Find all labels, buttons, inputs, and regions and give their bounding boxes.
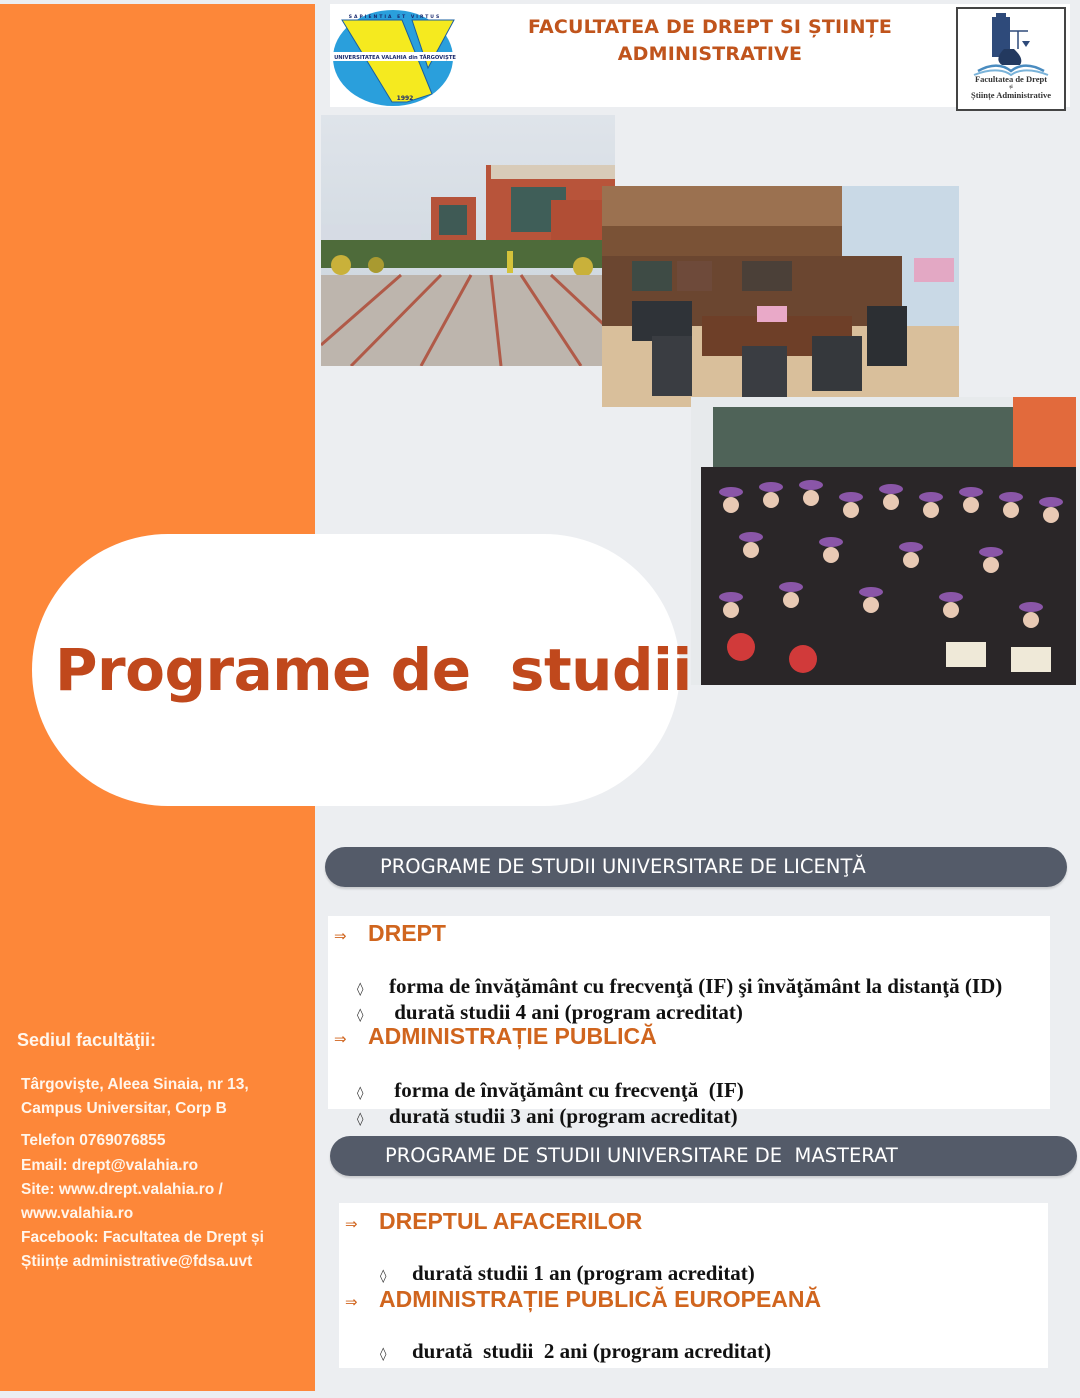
- program-title-administratie-publica: ⇒ ADMINISTRAȚIE PUBLICĂ: [334, 1022, 657, 1053]
- email-text: Email: drept@valahia.ro: [21, 1156, 199, 1174]
- arrow-right-icon: ⇒: [334, 1030, 347, 1048]
- program-title-drept: ⇒ DREPT: [334, 919, 446, 950]
- arrow-right-icon: ⇒: [334, 927, 347, 945]
- address-line: Târgovişte, Aleea Sinaia, nr 13,: [21, 1076, 249, 1093]
- section-heading-licenta: PROGRAME DE STUDII UNIVERSITARE DE LICENŢĂ: [325, 847, 1067, 887]
- diamond-bullet-icon: ◊: [357, 1112, 364, 1127]
- contact-info: [21, 1073, 264, 1275]
- diamond-bullet-icon: ◊: [357, 1008, 364, 1023]
- graduates-photo: [691, 397, 1076, 685]
- justice-statue-icon: [958, 9, 1064, 79]
- program-detail: ◊ durată studii 1 an (program acreditat): [359, 1234, 755, 1316]
- arrow-right-icon: ⇒: [345, 1215, 358, 1233]
- diamond-bullet-icon: ◊: [380, 1347, 387, 1362]
- program-detail: ◊ durată studii 2 ani (program acreditat): [359, 1312, 771, 1394]
- facebook-text: Facebook: Facultatea de Drept și: [21, 1229, 264, 1247]
- faculty-title: [490, 14, 930, 68]
- phone-text: Telefon 0769076855: [21, 1132, 166, 1150]
- program-detail: ◊ forma de învăţământ cu frecvenţă (IF) şi învăţământ la distanţă (ID): [336, 947, 1002, 1029]
- campus-building-photo: [321, 115, 615, 366]
- header: [330, 4, 1070, 107]
- diamond-bullet-icon: ◊: [357, 1086, 364, 1101]
- contact-heading: Sediul facultăţii:: [17, 1030, 157, 1050]
- masterat-programs-box: [339, 1203, 1048, 1368]
- hero-title: Programe de studii: [55, 636, 692, 704]
- section-heading-masterat: PROGRAME DE STUDII UNIVERSITARE DE MASTERAT: [330, 1136, 1077, 1176]
- program-detail: ◊ durată studii 3 ani (program acreditat): [336, 1077, 738, 1159]
- program-detail: ◊ forma de învăţământ cu frecvenţă (IF): [336, 1051, 744, 1133]
- licenta-programs-box: [328, 916, 1050, 1128]
- faculty-title-line2: ADMINISTRATIVE: [617, 43, 803, 65]
- university-logo: [332, 6, 458, 106]
- diamond-bullet-icon: ◊: [380, 1269, 387, 1284]
- site-text: Site: www.drept.valahia.ro /: [21, 1180, 223, 1198]
- svg-text:1992: 1992: [396, 95, 414, 102]
- program-title-administratie-publica-europeana: ⇒ ADMINISTRAȚIE PUBLICĂ EUROPEANĂ: [345, 1285, 821, 1316]
- program-detail: ◊ durată studii 4 ani (program acreditat): [336, 973, 743, 1055]
- address-line: Campus Universitar, Corp B: [21, 1100, 227, 1118]
- facebook-text: Științe administrative@fdsa.uvt: [21, 1253, 253, 1271]
- faculty-title-line1: FACULTATEA DE DREPT SI ȘTIINȚE: [527, 16, 893, 38]
- arrow-right-icon: ⇒: [345, 1293, 358, 1311]
- program-title-dreptul-afacerilor: ⇒ DREPTUL AFACERILOR: [345, 1207, 642, 1238]
- faculty-logo: [956, 7, 1066, 111]
- svg-text:UNIVERSITATEA VALAHIA din TÂRG: UNIVERSITATEA VALAHIA din TÂRGOVIȘTE: [334, 55, 456, 61]
- diamond-bullet-icon: ◊: [357, 982, 364, 997]
- site-text: www.valahia.ro: [21, 1205, 134, 1223]
- svg-text:SAPIENTIA ET VIRTUS: SAPIENTIA ET VIRTUS: [348, 15, 442, 20]
- library-meeting-photo: [602, 186, 959, 407]
- faculty-logo-caption: Facultatea de Drept și Științe Administrative: [970, 74, 1052, 100]
